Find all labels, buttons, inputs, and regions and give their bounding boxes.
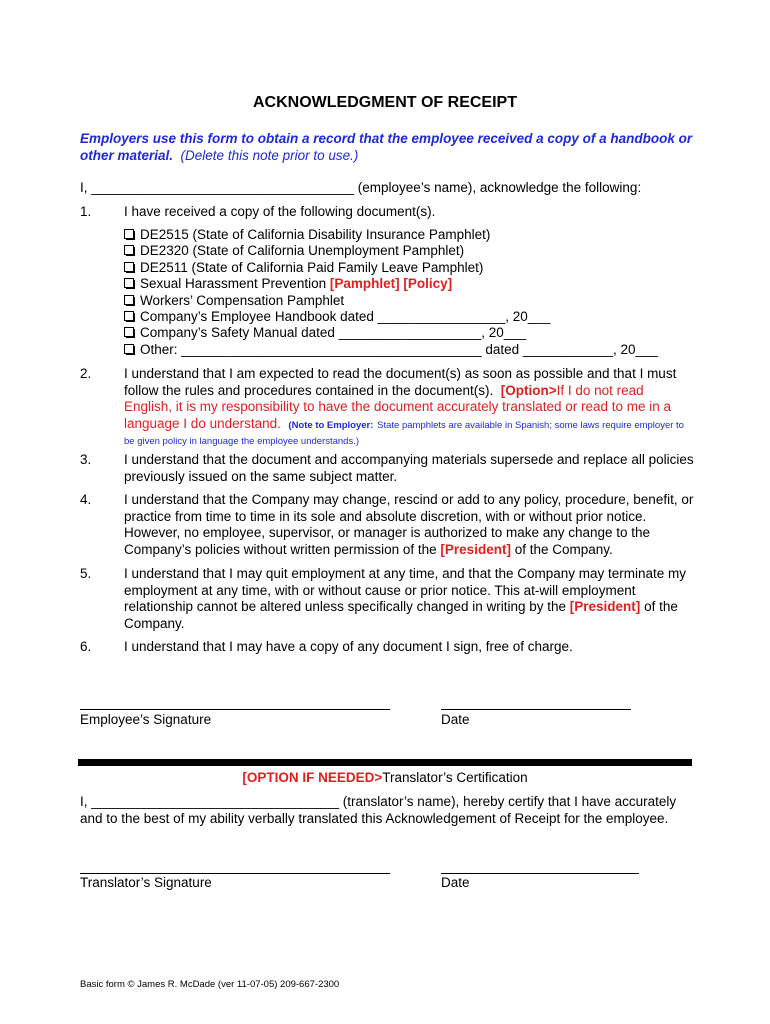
- employee-date-line[interactable]: [441, 709, 631, 710]
- item-number-6: 6.: [80, 639, 92, 654]
- president-tag: [President]: [440, 541, 511, 557]
- checklist-item[interactable]: Company’s Employee Handbook dated _________________, 20___: [124, 309, 658, 325]
- item-number-2: 2.: [80, 366, 92, 381]
- checklist-item[interactable]: Workers’ Compensation Pamphlet: [124, 293, 658, 309]
- option-tag: [Option>: [500, 382, 557, 398]
- employee-date-label: Date: [441, 712, 470, 727]
- employer-note-main: Employers use this form to obtain a record that the employee received a copy of a handbook or other material.: [80, 131, 693, 163]
- checkbox-icon[interactable]: [124, 295, 134, 305]
- checklist-item[interactable]: DE2511 (State of California Paid Family Leave Pamphlet): [124, 260, 658, 276]
- translator-heading: [OPTION IF NEEDED>Translator’s Certification: [242, 770, 528, 785]
- item-text-5: I understand that I may quit employment at any time, and that the Company may terminate my employment at any time, with or without cause or prior notice. This at-will employment relationship cannot be altered unless specifically changed in writing by the [President] of the Company.: [124, 566, 687, 631]
- item-text-6: I understand that I may have a copy of any document I sign, free of charge.: [124, 639, 573, 654]
- footer-copyright: Basic form © James R. McDade (ver 11-07-05) 209-667-2300: [80, 979, 340, 990]
- employer-note-label: (Note to Employer:: [288, 419, 374, 431]
- item-number-5: 5.: [80, 566, 92, 581]
- intro-line: I, ___________________________________ (employee’s name), acknowledge the following:: [80, 180, 642, 195]
- employer-note: [80, 130, 700, 164]
- item-text-4: I understand that the Company may change, rescind or add to any policy, procedure, benefit, or practice from time to time in its sole and absolute discretion, with or without prior notice. However, no employee, supervisor, or manager is authorized to make any change to the Company’s policies without written permission of the [President] of the Company.: [124, 492, 694, 557]
- checklist-item[interactable]: Company’s Safety Manual dated ___________________, 20___: [124, 325, 658, 341]
- checkbox-icon[interactable]: [124, 262, 134, 272]
- item-text-2: I understand that I am expected to read the document(s) as soon as possible and that I must follow the rules and procedures contained in the document(s). [Option>If I do not read English, it is my responsibility to have the document accurately translated or read to me in a language I do understand. (Note to Employer: State pamphlets are available in Spanish; some laws require employer to be given policy in language the employee understands.): [124, 366, 684, 447]
- checklist-item[interactable]: Sexual Harassment Prevention [Pamphlet] [Policy]: [124, 276, 658, 292]
- page-title: ACKNOWLEDGMENT OF RECEIPT: [253, 94, 517, 111]
- checkbox-icon[interactable]: [124, 278, 134, 288]
- employer-note-text: State pamphlets are available in Spanish; some laws require employer to be given policy in language the employee understands.): [124, 419, 684, 447]
- checkbox-icon[interactable]: [124, 344, 134, 354]
- checkbox-icon[interactable]: [124, 229, 134, 239]
- translator-date-line[interactable]: [441, 873, 639, 874]
- checklist-item[interactable]: DE2515 (State of California Disability Insurance Pamphlet): [124, 227, 658, 243]
- employee-signature-label: Employee’s Signature: [80, 712, 212, 727]
- translator-signature-line[interactable]: [80, 873, 390, 874]
- translator-date-label: Date: [441, 875, 470, 890]
- item-number-1: 1.: [80, 204, 92, 219]
- option-text: If I do not read English, it is my responsibility to have the document accurately translated or read to me in a language I do understand.: [124, 382, 672, 431]
- translator-option-tag: [OPTION IF NEEDED>: [242, 770, 383, 785]
- checklist-item[interactable]: DE2320 (State of California Unemployment Pamphlet): [124, 243, 658, 259]
- section-divider: [78, 759, 692, 766]
- document-checklist: [124, 227, 658, 358]
- translator-signature-label: Translator’s Signature: [80, 875, 212, 890]
- checkbox-icon[interactable]: [124, 245, 134, 255]
- item-number-3: 3.: [80, 452, 92, 467]
- item-text-1: I have received a copy of the following document(s).: [124, 204, 436, 219]
- checkbox-icon[interactable]: [124, 311, 134, 321]
- checkbox-icon[interactable]: [124, 327, 134, 337]
- item-text-3: I understand that the document and accompanying materials supersede and replace all policies previously issued on the same subject matter.: [124, 452, 694, 484]
- president-tag: [President]: [569, 599, 641, 614]
- checklist-item[interactable]: Other: ________________________________________ dated ____________, 20___: [124, 342, 658, 358]
- employer-note-delete: (Delete this note prior to use.): [180, 148, 359, 163]
- checklist-option-tag: [Pamphlet] [Policy]: [329, 276, 453, 292]
- item-number-4: 4.: [80, 492, 92, 507]
- translator-statement: I, _________________________________ (translator’s name), hereby certify that I have accurately and to the best of my ability verbally translated this Acknowledgement of Receipt for the employee.: [80, 794, 677, 826]
- employee-signature-line[interactable]: [80, 709, 390, 710]
